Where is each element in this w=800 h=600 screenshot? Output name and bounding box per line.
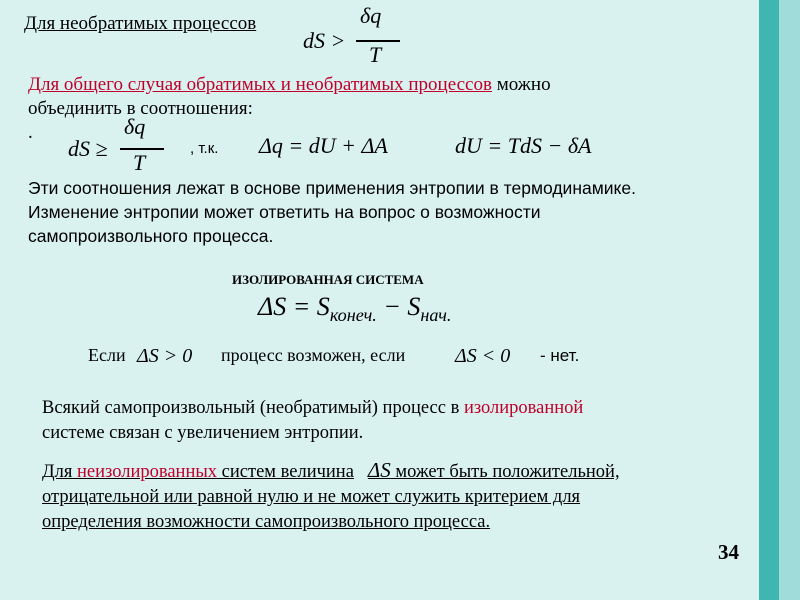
condition-formula-positive: ΔS > 0 (137, 345, 193, 367)
formula-irreversible-numerator: δq (360, 3, 382, 28)
entropy-line: Эти соотношения лежат в основе применения энтропии в термодинамике. (28, 178, 636, 198)
nonisolated-red: неизолированных (77, 462, 218, 482)
general-case-underlined: Для общего случая обратимых и необратимых процессов (28, 74, 492, 95)
nonisolated-post: может быть положительной, (390, 462, 620, 482)
general-case-line1 (28, 74, 551, 96)
nonisolated-line2: отрицательной или равной нулю и не может служить критерием для (42, 487, 581, 507)
entropy-line: самопроизвольного процесса. (28, 226, 274, 246)
spontaneous-line1 (42, 396, 583, 421)
formula-delta-s (258, 292, 451, 326)
formula-du: dU = TdS − δA (455, 133, 592, 158)
subscript-initial: нач. (420, 305, 452, 326)
nonisolated-symbol: ΔS (367, 458, 391, 482)
entropy-paragraph (28, 176, 636, 248)
nonisolated-line3: определения возможности самопроизвольного процесса. (42, 512, 491, 532)
spontaneous-pre: Всякий самопроизвольный (необратимый) процесс в (42, 398, 464, 418)
spontaneous-paragraph (42, 396, 583, 446)
formula-general-numerator: δq (124, 114, 146, 139)
entropy-line: Изменение энтропии может ответить на вопрос о возможности (28, 202, 541, 222)
general-case-dot: . (28, 122, 33, 143)
condition-no: - нет. (540, 346, 580, 365)
formula-general-lhs: dS ≥ (68, 136, 108, 161)
formula-irreversible-denominator: T (369, 42, 382, 67)
heading-irreversible: Для необратимых процессов (24, 13, 257, 34)
page-number: 34 (718, 540, 739, 564)
general-case-rest: можно (491, 74, 551, 95)
isolated-system-title: ИЗОЛИРОВАННАЯ СИСТЕМА (232, 272, 424, 287)
formula-delta-s-lhs: ΔS = S (258, 292, 330, 321)
formula-delta-s-mid: − S (376, 292, 421, 321)
right-stripe-dark (759, 0, 779, 600)
general-case-line2: объединить в соотношения: (28, 98, 253, 119)
formula-dq: Δq = dU + ΔA (259, 133, 388, 158)
nonisolated-pre: Для (42, 462, 77, 482)
formula-irreversible-lhs: dS > (303, 28, 346, 53)
nonisolated-mid: систем величина (217, 462, 354, 482)
nonisolated-paragraph (42, 458, 620, 535)
condition-formula-negative: ΔS < 0 (455, 345, 511, 367)
condition-if: Если (88, 345, 126, 365)
formula-general-denominator: T (133, 150, 146, 175)
right-stripe-light (779, 0, 800, 600)
nonisolated-line1 (42, 458, 620, 485)
spontaneous-red: изолированной (463, 398, 584, 418)
condition-possible: процесс возможен, если (221, 345, 406, 365)
spontaneous-line2: системе связан с увеличением энтропии. (42, 423, 364, 443)
subscript-final: конеч. (329, 305, 377, 326)
tk-label: , т.к. (190, 140, 219, 157)
